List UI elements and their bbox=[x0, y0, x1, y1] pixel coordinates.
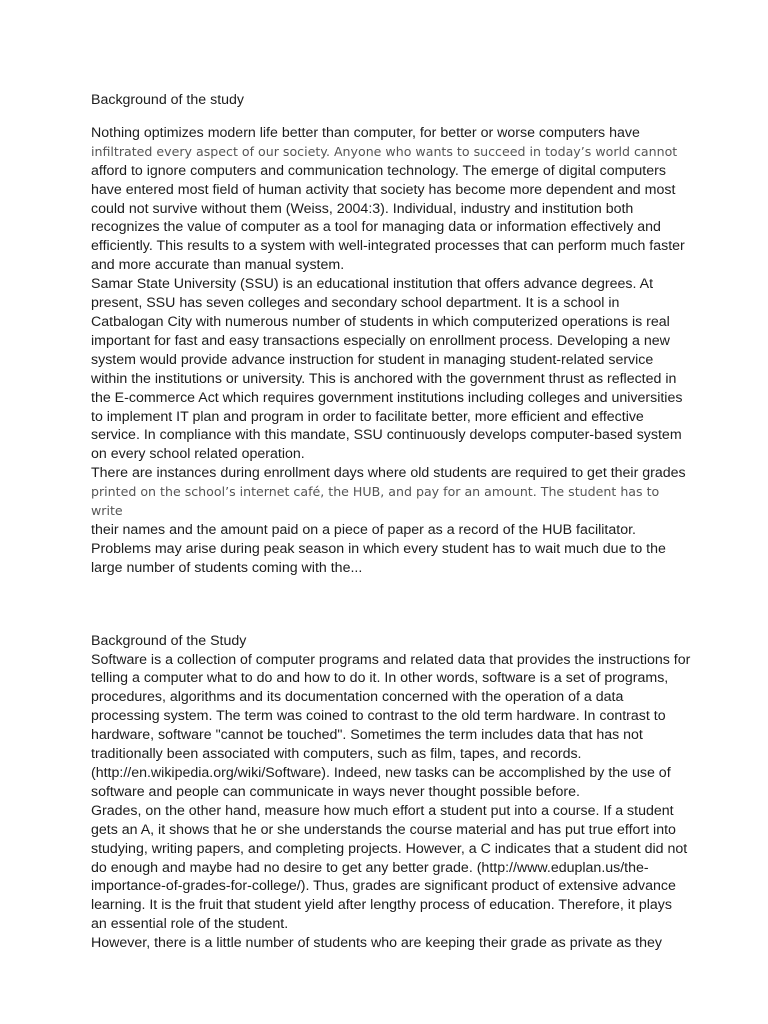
paragraph-line-light: printed on the school’s internet café, the HUB, and pay for an amount. The student has to write bbox=[91, 484, 660, 519]
document-body bbox=[91, 91, 691, 953]
paragraph-text: afford to ignore computers and communication technology. The emerge of digital computers have entered most field of human activity that society has become more dependent and most could not survive without them (Weiss, 2004:3). Individual, industry and institution both recognizes the value of computer as a tool for managing data or information effectively and efficiently. This results to a system with well-integrated processes that can perform much faster and more accurate than manual system. bbox=[91, 162, 685, 274]
section-background-study-2 bbox=[91, 632, 691, 953]
paragraph-private-grades: However, there is a little number of students who are keeping their grade as private as they bbox=[91, 935, 662, 952]
paragraph-grades: Grades, on the other hand, measure how much effort a student put into a course. If a student gets an A, it shows that he or she understands the course material and has put true effort into studying, writing papers, and completing projects. However, a C indicates that a student did not do enough and maybe had no desire to get any better grade. (http://www.eduplan.us/the-importance-of-grades-for-college/). Thus, grades are significant product of extensive advance learning. It is the fruit that student yield after lengthy process of education. Therefore, it plays an essential role of the student. bbox=[91, 802, 688, 933]
paragraph-ssu: Samar State University (SSU) is an educational institution that offers advance degrees. At present, SSU has seven colleges and secondary school department. It is a school in Catbalogan City with numerous number of students in which computerized operations is real important for fast and easy transactions especially on enrollment process. Developing a new system would provide advance instruction for student in managing student-related service within the institutions or university. This is anchored with the government thrust as reflected in the E-commerce Act which requires government institutions including colleges and universities to implement IT plan and program in order to facilitate better, more efficient and effective service. In compliance with this mandate, SSU continuously develops computer-based system on every school related operation. bbox=[91, 276, 683, 463]
paragraph-line: Nothing optimizes modern life better than computer, for better or worse computers have bbox=[91, 124, 640, 141]
paragraph-computers-intro bbox=[91, 124, 691, 275]
section-spacer bbox=[91, 578, 691, 632]
paragraph-enrollment bbox=[91, 464, 691, 577]
paragraph-software: Software is a collection of computer programs and related data that provides the instructions for telling a computer what to do and how to do it. In other words, software is a set of programs, procedures, algorithms and its documentation concerned with the operation of a data processing system. The term was coined to contrast to the old term hardware. In contrast to hardware, software "cannot be touched". Sometimes the term includes data that has not traditionally been associated with computers, such as film, tapes, and records. (http://en.wikipedia.org/wiki/Software). Indeed, new tasks can be accomplished by the use of software and people can communicate in ways never thought possible before. bbox=[91, 651, 691, 800]
section-heading: Background of the study bbox=[91, 92, 245, 108]
section-background-study-1 bbox=[91, 91, 691, 578]
paragraph-line-light: infiltrated every aspect of our society. Anyone who wants to succeed in today’s world cannot bbox=[91, 143, 678, 159]
section-heading: Background of the Study bbox=[91, 632, 247, 649]
paragraph-line: There are instances during enrollment days where old students are required to get their grades bbox=[91, 465, 686, 482]
paragraph-text: their names and the amount paid on a piece of paper as a record of the HUB facilitator. Problems may arise during peak season in which every student has to wait much due to the large number of students coming with the... bbox=[91, 521, 666, 576]
